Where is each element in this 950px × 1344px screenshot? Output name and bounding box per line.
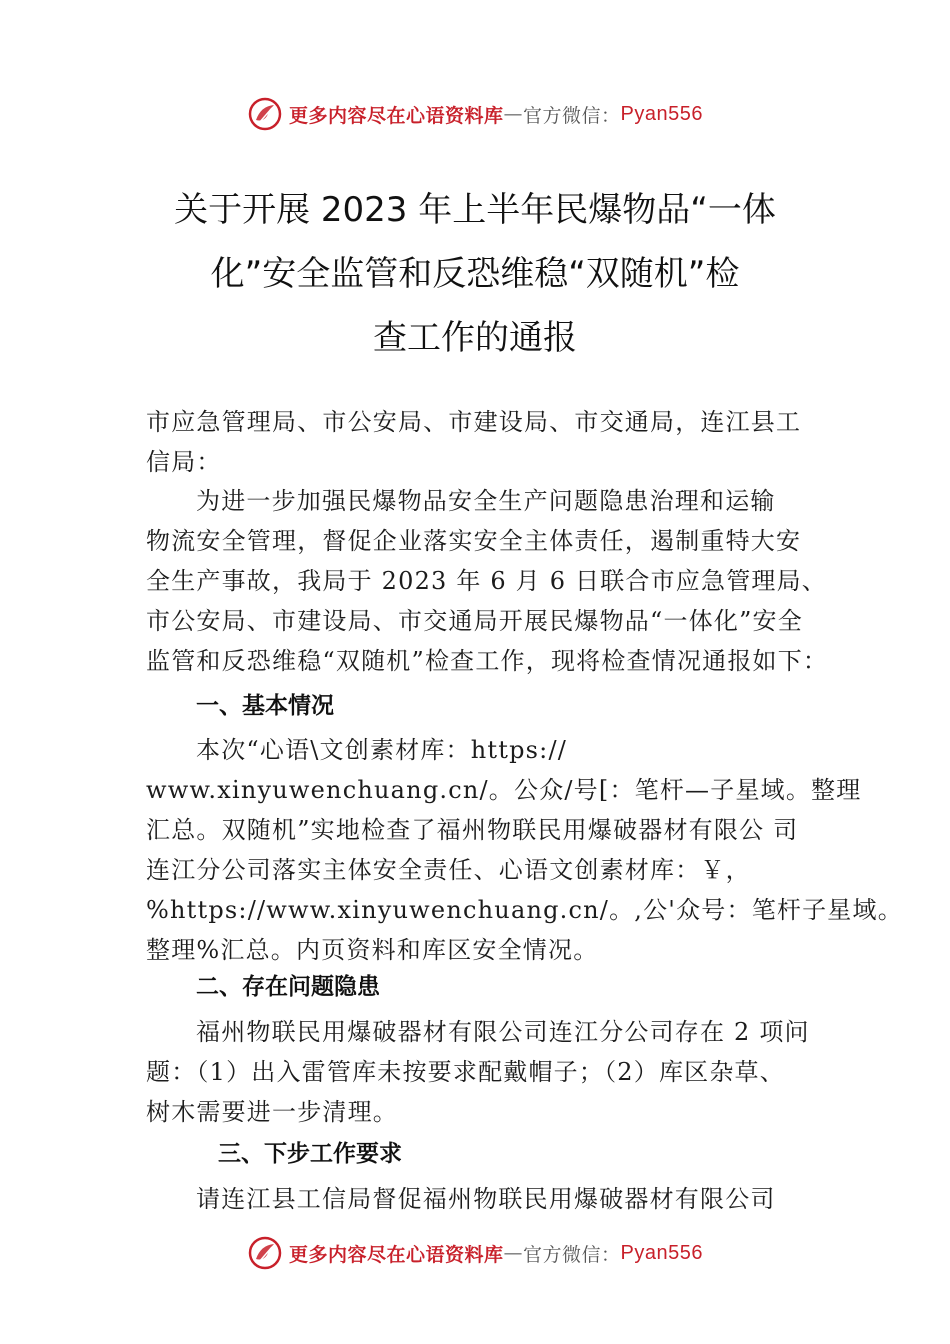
paragraph-line: 全生产事故，我局于 2023 年 6 月 6 日联合市应急管理局、 (146, 567, 827, 595)
paragraph-line: 福州物联民用爆破器材有限公司连江分公司存在 2 项问 (196, 1018, 810, 1046)
header-watermark (0, 94, 950, 134)
paragraph-line: www.xinyuwenchuang.cn/。公众/号[：笔杆—子星域。整理 (146, 776, 862, 804)
watermark-wechat-label: 官方微信： (523, 104, 621, 127)
watermark-separator: — (503, 103, 524, 125)
document-title (0, 178, 950, 370)
addressee-line-2: 信局： (146, 448, 222, 476)
watermark-brand: 更多内容尽在心语资料库 (289, 104, 504, 127)
paragraph-line: 监管和反恐维稳“双随机”检查工作，现将检查情况通报如下： (146, 647, 829, 675)
section-1-paragraph (146, 730, 903, 970)
section-2-paragraph (146, 1012, 820, 1132)
footer-watermark (0, 1233, 950, 1273)
addressee-line-1: 市应急管理局、市公安局、市建设局、市交通局，连江县工 (146, 408, 802, 436)
paragraph-line: 题：（1）出入雷管库未按要求配戴帽子；（2）库区杂草、 (146, 1058, 785, 1086)
paragraph-line: 汇总。双随机”实地检查了福州物联民用爆破器材有限公 司 (146, 816, 799, 844)
paragraph-line: 物流安全管理，督促企业落实安全主体责任，遏制重特大安 (146, 527, 802, 555)
brand-logo-icon (247, 1235, 283, 1271)
section-3-paragraph (146, 1179, 820, 1219)
watermark-separator: — (503, 1242, 524, 1264)
section-3-heading: 三、下步工作要求 (218, 1141, 402, 1167)
section-2-heading: 二、存在问题隐患 (196, 974, 380, 1000)
paragraph-line: 请连江县工信局督促福州物联民用爆破器材有限公司 (196, 1185, 776, 1213)
paragraph-line: 整理%汇总。内页资料和库区安全情况。 (146, 936, 599, 964)
paragraph-line: 为进一步加强民爆物品安全生产问题隐患治理和运输 (196, 487, 776, 515)
paragraph-line: 连江分公司落实主体安全责任、心语文创素材库：￥， (146, 856, 751, 884)
intro-paragraph (146, 481, 829, 681)
brand-logo-icon (247, 96, 283, 132)
paragraph-line: %https://www.xinyuwenchuang.cn/。,公'众号：笔杆子星域。 (146, 896, 903, 924)
paragraph-line: 本次“心语\文创素材库：https:// (196, 736, 568, 764)
title-line-2: 化”安全监管和反恐维稳“双随机”检 (210, 254, 740, 294)
watermark-account: Pyan556 (620, 1241, 703, 1264)
paragraph-line: 树木需要进一步清理。 (146, 1098, 398, 1126)
title-line-1: 关于开展 2023 年上半年民爆物品“一体 (174, 190, 776, 230)
title-line-3: 查工作的通报 (373, 318, 577, 358)
addressee (146, 402, 820, 482)
watermark-brand: 更多内容尽在心语资料库 (289, 1243, 504, 1266)
watermark-wechat-label: 官方微信： (523, 1243, 621, 1266)
paragraph-line: 市公安局、市建设局、市交通局开展民爆物品“一体化”安全 (146, 607, 803, 635)
watermark-account: Pyan556 (620, 102, 703, 125)
section-1-heading: 一、基本情况 (196, 693, 334, 719)
